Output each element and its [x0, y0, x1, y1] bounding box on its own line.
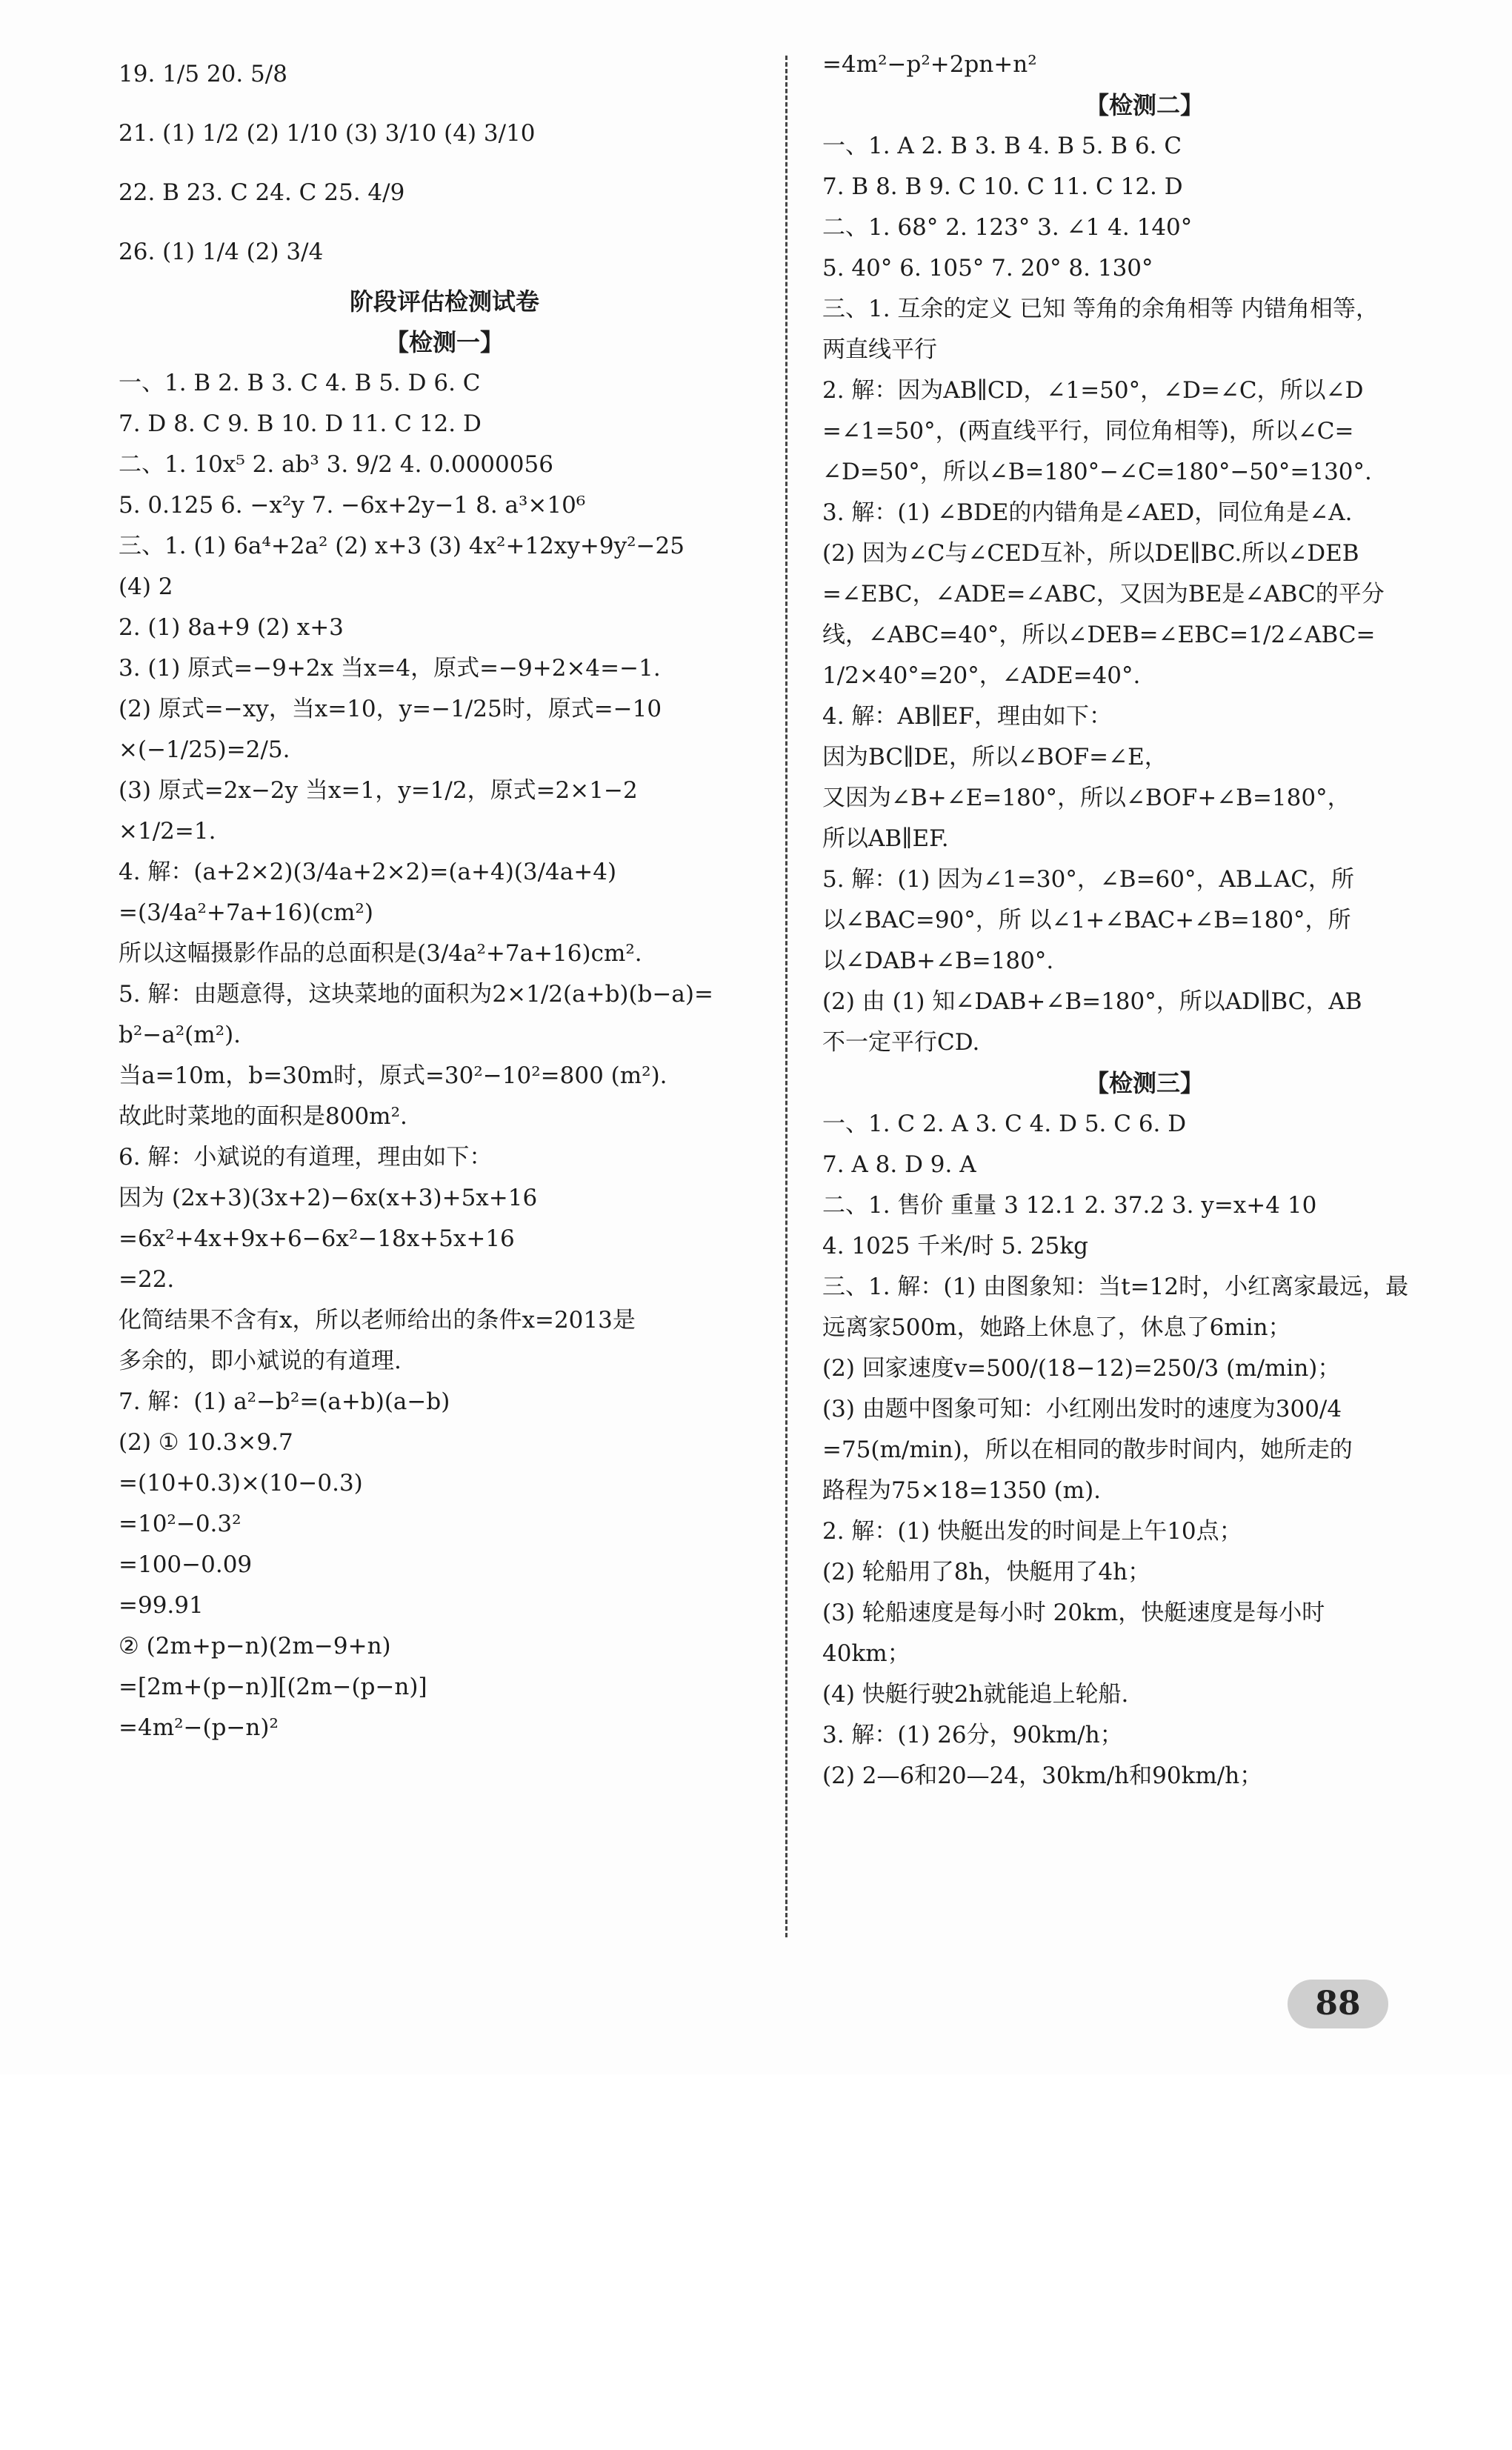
- answer-line: 4. 1025 千米/时 5. 25kg: [822, 1233, 1088, 1259]
- answer-line: 故此时菜地的面积是800m².: [119, 1103, 407, 1130]
- answer-line: 5. 解：由题意得，这块菜地的面积为2×1/2(a+b)(b−a)=: [119, 981, 713, 1008]
- answer-line: 三、1. 解：(1) 由图象知：当t=12时，小红离家最远，最: [822, 1274, 1409, 1300]
- answer-line: (3) 原式=2x−2y 当x=1，y=1/2，原式=2×1−2: [119, 777, 638, 804]
- answer-line: 3. 解：(1) 26分，90km/h；: [822, 1722, 1123, 1748]
- answer-line: 二、1. 10x⁵ 2. ab³ 3. 9/2 4. 0.0000056: [119, 451, 553, 478]
- answer-line: 5. 40° 6. 105° 7. 20° 8. 130°: [822, 255, 1153, 282]
- answer-line: 一、1. A 2. B 3. B 4. B 5. B 6. C: [822, 133, 1182, 159]
- answer-line: 一、1. C 2. A 3. C 4. D 5. C 6. D: [822, 1111, 1187, 1137]
- answer-line: ×(−1/25)=2/5.: [119, 736, 290, 763]
- answer-line: =[2m+(p−n)][(2m−(p−n)]: [119, 1674, 427, 1700]
- answer-line: 所以AB∥EF.: [822, 825, 949, 852]
- answer-line: =6x²+4x+9x+6−6x²−18x+5x+16: [119, 1225, 515, 1252]
- page-number-badge: 88: [1288, 1980, 1388, 2028]
- answer-line: ×1/2=1.: [119, 818, 216, 845]
- answer-line: 二、1. 售价 重量 3 12.1 2. 37.2 3. y=x+4 10: [822, 1192, 1317, 1219]
- answer-line: 线，∠ABC=40°，所以∠DEB=∠EBC=1/2∠ABC=: [822, 622, 1376, 648]
- answer-line: (2) 轮船用了8h，快艇用了4h；: [822, 1559, 1151, 1585]
- answer-line: =(3/4a²+7a+16)(cm²): [119, 899, 373, 926]
- answer-line: 三、1. (1) 6a⁴+2a² (2) x+3 (3) 4x²+12xy+9y²−25: [119, 533, 685, 559]
- answer-line: 二、1. 68° 2. 123° 3. ∠1 4. 140°: [822, 214, 1193, 241]
- answer-line: 因为BC∥DE，所以∠BOF=∠E，: [822, 744, 1168, 770]
- answer-line: 21. (1) 1/2 (2) 1/10 (3) 3/10 (4) 3/10: [119, 120, 536, 147]
- answer-line: 3. 解：(1) ∠BDE的内错角是∠AED，同位角是∠A.: [822, 499, 1353, 526]
- answer-line: 所以这幅摄影作品的总面积是(3/4a²+7a+16)cm².: [119, 940, 642, 967]
- answer-line: 4. 解：(a+2×2)(3/4a+2×2)=(a+4)(3/4a+4): [119, 859, 617, 885]
- answer-line: (2) 回家速度v=500/(18−12)=250/3 (m/min)；: [822, 1355, 1341, 1382]
- section-heading: 【检测三】: [1085, 1069, 1204, 1097]
- answer-line: 两直线平行: [822, 336, 937, 363]
- answer-line: b²−a²(m²).: [119, 1022, 242, 1048]
- answer-line: 又因为∠B+∠E=180°，所以∠BOF+∠B=180°，: [822, 785, 1351, 811]
- answer-line: =22.: [119, 1266, 175, 1293]
- answer-line: =∠1=50°，(两直线平行，同位角相等)，所以∠C=: [822, 418, 1354, 445]
- answer-line: =4m²−p²+2pn+n²: [822, 51, 1037, 78]
- answer-line: 三、1. 互余的定义 已知 等角的余角相等 内错角相等，: [822, 296, 1379, 322]
- answer-line: 当a=10m，b=30m时，原式=30²−10²=800 (m²).: [119, 1062, 667, 1089]
- answer-line: 化简结果不含有x，所以老师给出的条件x=2013是: [119, 1307, 636, 1334]
- answer-line: 40km；: [822, 1640, 910, 1667]
- answer-line: 3. (1) 原式=−9+2x 当x=4，原式=−9+2×4=−1.: [119, 655, 661, 682]
- section-heading: 阶段评估检测试卷: [349, 287, 539, 316]
- answer-line: 2. 解：因为AB∥CD，∠1=50°，∠D=∠C，所以∠D: [822, 377, 1364, 404]
- answer-line: 1/2×40°=20°，∠ADE=40°.: [822, 662, 1141, 689]
- section-heading: 【检测一】: [384, 328, 504, 356]
- answer-line: 5. 解：(1) 因为∠1=30°，∠B=60°，AB⊥AC，所: [822, 866, 1354, 893]
- answer-line: 6. 解：小斌说的有道理，理由如下：: [119, 1144, 493, 1171]
- answer-line: (2) 因为∠C与∠CED互补，所以DE∥BC.所以∠DEB: [822, 540, 1359, 567]
- answer-line: (3) 由题中图象可知：小红刚出发时的速度为300/4: [822, 1396, 1342, 1422]
- answer-line: (3) 轮船速度是每小时 20km，快艇速度是每小时: [822, 1600, 1325, 1626]
- answer-line: 7. D 8. C 9. B 10. D 11. C 12. D: [119, 410, 482, 437]
- answer-line: 远离家500m，她路上休息了，休息了6min；: [822, 1314, 1291, 1341]
- answer-line: 多余的，即小斌说的有道理.: [119, 1348, 402, 1374]
- answer-line: 2. (1) 8a+9 (2) x+3: [119, 614, 344, 641]
- answer-line: =∠EBC，∠ADE=∠ABC，又因为BE是∠ABC的平分: [822, 581, 1385, 607]
- answer-line: 2. 解：(1) 快艇出发的时间是上午10点；: [822, 1518, 1242, 1545]
- answer-line: =4m²−(p−n)²: [119, 1714, 279, 1741]
- answer-line: =10²−0.3²: [119, 1511, 242, 1537]
- answer-line: 22. B 23. C 24. C 25. 4/9: [119, 179, 405, 206]
- answer-line: (2) 由 (1) 知∠DAB+∠B=180°，所以AD∥BC，AB: [822, 988, 1362, 1015]
- column-divider: [785, 56, 787, 1937]
- answer-line: 19. 1/5 20. 5/8: [119, 61, 287, 87]
- answer-line: 一、1. B 2. B 3. C 4. B 5. D 6. C: [119, 370, 481, 396]
- section-heading: 【检测二】: [1085, 91, 1204, 119]
- answer-line: ② (2m+p−n)(2m−9+n): [119, 1633, 391, 1660]
- answer-line: ∠D=50°，所以∠B=180°−∠C=180°−50°=130°.: [822, 459, 1372, 485]
- answer-line: =100−0.09: [119, 1551, 253, 1578]
- answer-line: 7. 解：(1) a²−b²=(a+b)(a−b): [119, 1388, 450, 1415]
- answer-line: 不一定平行CD.: [822, 1029, 980, 1056]
- answer-line: (4) 快艇行驶2h就能追上轮船.: [822, 1681, 1129, 1708]
- answer-line: 5. 0.125 6. −x²y 7. −6x+2y−1 8. a³×10⁶: [119, 492, 586, 519]
- answer-line: 7. B 8. B 9. C 10. C 11. C 12. D: [822, 173, 1183, 200]
- answer-line: (4) 2: [119, 573, 173, 600]
- answer-line: 26. (1) 1/4 (2) 3/4: [119, 239, 324, 265]
- right-column: [822, 44, 1467, 1797]
- answer-line: 以∠DAB+∠B=180°.: [822, 948, 1054, 974]
- answer-line: (2) 原式=−xy，当x=10，y=−1/25时，原式=−10: [119, 696, 662, 722]
- answer-line: 路程为75×18=1350 (m).: [822, 1477, 1102, 1504]
- answer-line: 7. A 8. D 9. A: [822, 1151, 976, 1178]
- answer-line: 因为 (2x+3)(3x+2)−6x(x+3)+5x+16: [119, 1185, 538, 1211]
- answer-line: (2) ① 10.3×9.7: [119, 1429, 293, 1456]
- left-column: [119, 44, 770, 1748]
- answer-line: 以∠BAC=90°，所 以∠1+∠BAC+∠B=180°，所: [822, 907, 1351, 933]
- answer-line: (2) 2—6和20—24，30km/h和90km/h；: [822, 1762, 1263, 1789]
- answer-line: =(10+0.3)×(10−0.3): [119, 1470, 363, 1497]
- answer-line: =75(m/min)，所以在相同的散步时间内，她所走的: [822, 1437, 1353, 1463]
- answer-line: =99.91: [119, 1592, 204, 1619]
- answer-line: 4. 解：AB∥EF，理由如下：: [822, 703, 1113, 730]
